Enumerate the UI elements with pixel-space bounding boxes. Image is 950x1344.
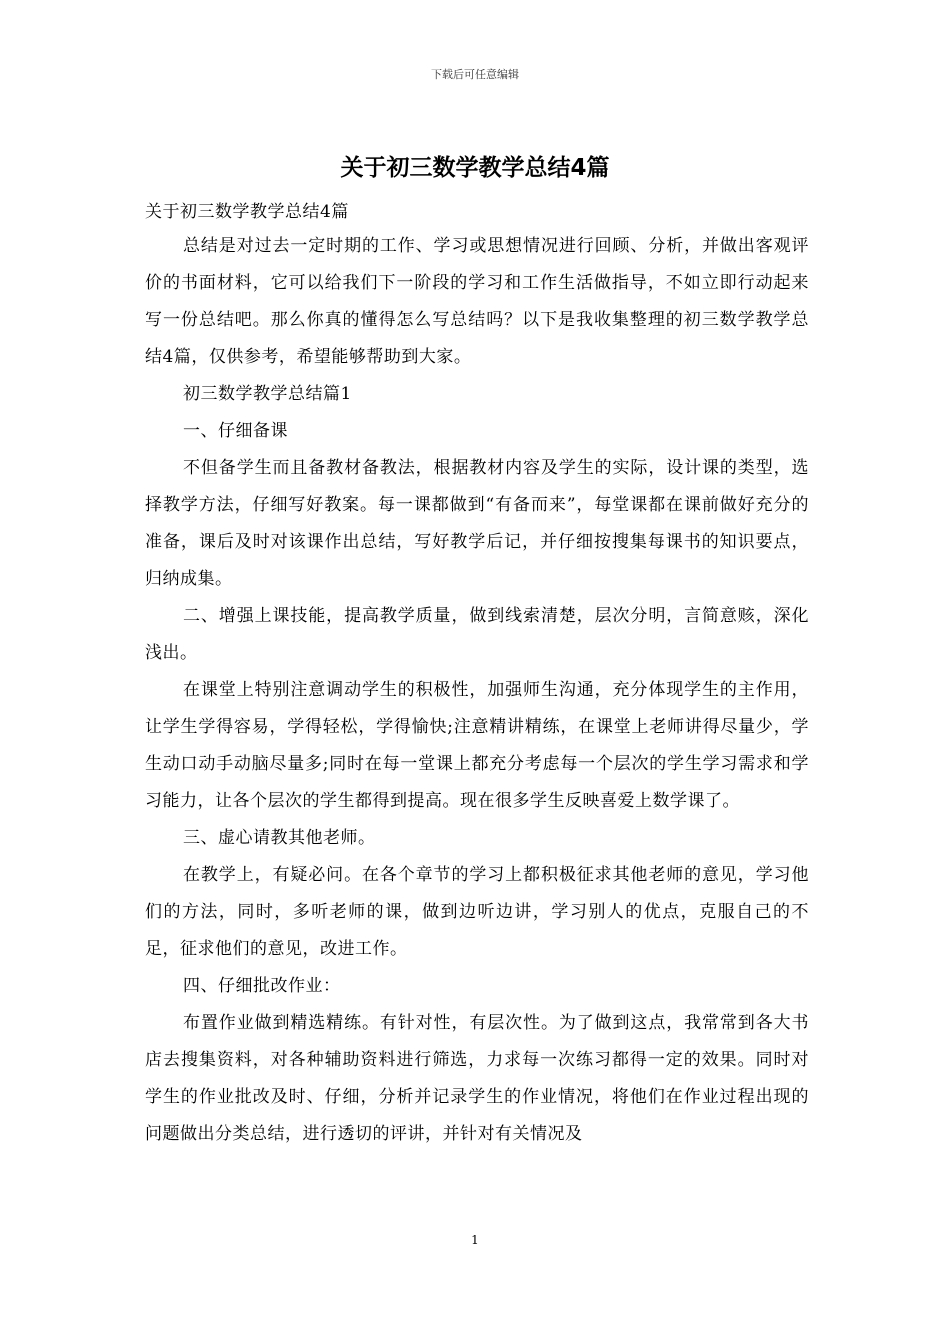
header-note: 下载后可任意编辑 [431,68,519,81]
paragraph-homework: 布置作业做到精选精练。有针对性，有层次性。为了做到这点，我常常到各大书店去搜集资料，对各种辅助资料进行筛选，力求每一次练习都得一定的效果。同时对学生的作业批改及时、仔细，分析并记录学生的作业情况，将他们在作业过程出现的问题做出分类总结，进行透切的评讲，并针对有关情况及 [145,1013,809,1144]
heading-careful-lesson-prep: 一、仔细备课 [183,421,288,441]
heading-teaching-skills: 二、增强上课技能，提高教学质量，做到线索清楚，层次分明，言简意赅，深化浅出。 [145,606,809,663]
document-title: 关于初三数学教学总结4篇 [340,155,610,181]
paragraph-lesson-prep: 不但备学生而且备教材备教法，根据教材内容及学生的实际，设计课的类型，选择教学方法，仔细写好教案。每一课都做到“有备而来”，每堂课都在课前做好充分的准备，课后及时对该课作出总结，写好教学后记，并仔细按搜集每课书的知识要点，归纳成集。 [145,458,809,589]
paragraph-consult-teachers: 在教学上，有疑必问。在各个章节的学习上都积极征求其他老师的意见，学习他们的方法，同时，多听老师的课，做到边听边讲，学习别人的优点，克服自己的不足，征求他们的意见，改进工作。 [145,865,809,959]
heading-homework-correction: 四、仔细批改作业： [183,976,341,996]
heading-consult-teachers: 三、虚心请教其他老师。 [183,828,376,848]
page-number: 1 [471,1233,479,1247]
document-body [145,197,809,1153]
paragraph-classroom: 在课堂上特别注意调动学生的积极性，加强师生沟通，充分体现学生的主作用，让学生学得容易，学得轻松，学得愉快;注意精讲精练，在课堂上老师讲得尽量少，学生动口动手动脑尽量多;同时在每一堂课上都充分考虑每一个层次的学生学习需求和学习能力，让各个层次的学生都得到提高。现在很多学生反映喜爱上数学课了。 [145,680,809,811]
document-subtitle: 关于初三数学教学总结4篇 [145,202,349,222]
intro-paragraph: 总结是对过去一定时期的工作、学习或思想情况进行回顾、分析，并做出客观评价的书面材料，它可以给我们下一阶段的学习和工作生活做指导，不如立即行动起来写一份总结吧。那么你真的懂得怎么写总结吗？以下是我收集整理的初三数学教学总结4篇，仅供参考，希望能够帮助到大家。 [145,236,809,367]
section-heading-part-1: 初三数学教学总结篇1 [183,384,352,404]
